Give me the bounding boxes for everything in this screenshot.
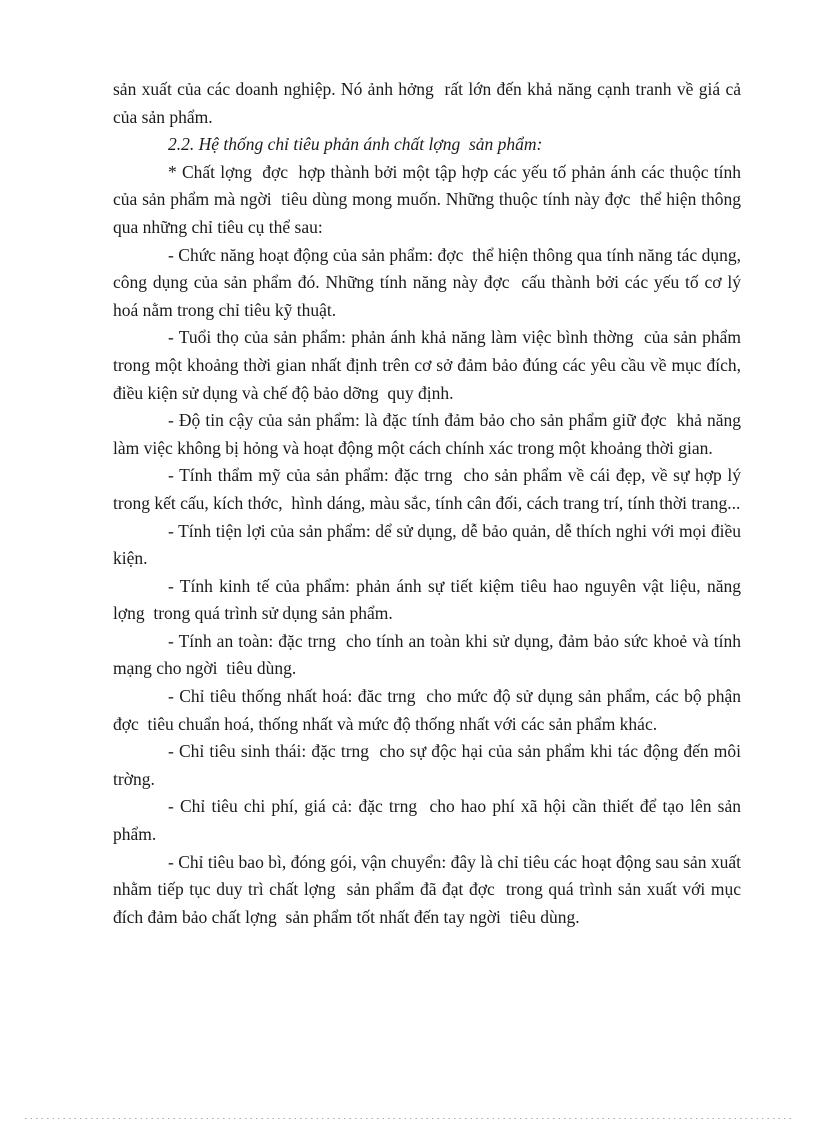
list-item-chuc-nang: - Chức năng hoạt động của sản phẩm: đợc thể hiện thông qua tính năng tác dụng, công dụng của sản phẩm đó. Những tính năng này đợc cấu thành bởi các yếu tố cơ lý hoá nằm trong chỉ tiêu kỹ thuật.: [113, 244, 741, 320]
list-item-an-toan: - Tính an toàn: đặc trng cho tính an toàn khi sử dụng, đảm bảo sức khoẻ và tính mạng cho ngời tiêu dùng.: [113, 630, 741, 679]
list-item-do-tin-cay: - Độ tin cậy của sản phẩm: là đặc tính đảm bảo cho sản phẩm giữ đợc khả năng làm việc không bị hỏng và hoạt động một cách chính xác trong một khoảng thời gian.: [113, 410, 741, 458]
section-heading: 2.2. Hệ thống chỉ tiêu phản ánh chất lợng sản phẩm:: [168, 134, 543, 155]
list-item-bao-bi: - Chỉ tiêu bao bì, đóng gói, vận chuyển: đây là chỉ tiêu các hoạt động sau sản xuất nhằm tiếp tục duy trì chất lợng sản phẩm đã đạt đợc trong quá trình sản xuất với mục đích đảm bảo chất lợng sản phẩm tốt nhất đến tay ngời tiêu dùng.: [113, 851, 741, 927]
list-item-sinh-thai: - Chỉ tiêu sinh thái: đặc trng cho sự độc hại của sản phẩm khi tác động đến môi trờng.: [113, 741, 741, 789]
list-item-thong-nhat-hoa: - Chỉ tiêu thống nhất hoá: đăc trng cho mức độ sử dụng sản phẩm, các bộ phận đợc tiêu chuẩn hoá, thống nhất và mức độ thống nhất với các sản phẩm khác.: [113, 686, 741, 734]
list-item-tuoi-tho: - Tuổi thọ của sản phẩm: phản ánh khả năng làm việc bình thờng của sản phẩm trong một khoảng thời gian nhất định trên cơ sở đảm bảo đúng các yêu cầu về mục đích, điều kiện sử dụng và chế độ bảo dỡng quy định.: [113, 327, 741, 403]
list-item-tham-my: - Tính thẩm mỹ của sản phẩm: đặc trng cho sản phẩm về cái đẹp, về sự hợp lý trong kết cấu, kích thớc, hình dáng, màu sắc, tính cân đối, cách trang trí, tính thời trang...: [113, 465, 741, 513]
list-item-chi-phi: - Chỉ tiêu chi phí, giá cả: đặc trng cho hao phí xã hội cần thiết để tạo lên sản phẩm.: [113, 796, 741, 845]
document-body: [113, 76, 741, 931]
paragraph-intro: * Chất lợng đợc hợp thành bởi một tập hợp các yếu tố phản ánh các thuộc tính của sản phẩm mà ngời tiêu dùng mong muốn. Những thuộc tính này đợc thể hiện thông qua những chỉ tiêu cụ thể sau:: [113, 161, 741, 237]
paragraph-continuation: sản xuất của các doanh nghiệp. Nó ảnh hởng rất lớn đến khả năng cạnh tranh về giá cả của sản phẩm.: [113, 79, 741, 127]
page-bottom-dotted-line: [25, 1118, 794, 1120]
list-item-tien-loi: - Tính tiện lợi của sản phẩm: dể sử dụng, dễ bảo quản, dễ thích nghi với mọi điều kiện.: [113, 520, 741, 569]
list-item-kinh-te: - Tính kinh tế của phẩm: phản ánh sự tiết kiệm tiêu hao nguyên vật liệu, năng lợng trong quá trình sử dụng sản phẩm.: [113, 575, 741, 624]
